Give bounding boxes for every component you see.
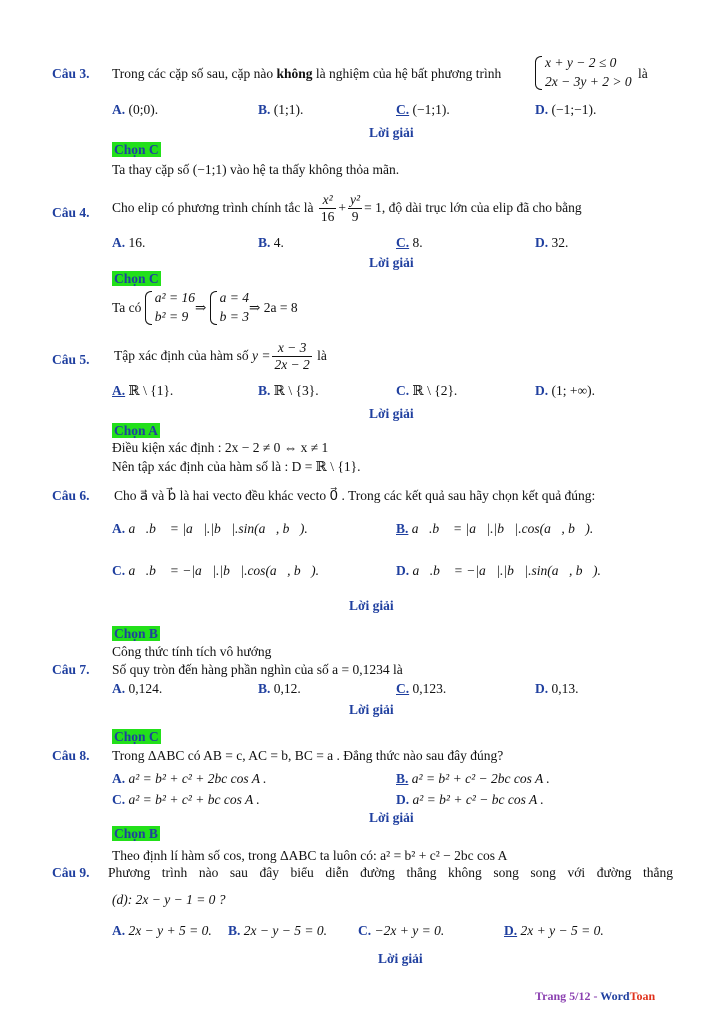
option-letter: C. (396, 102, 410, 117)
option-letter: C. (396, 681, 410, 696)
option-letter: A. (112, 102, 126, 117)
option-letter: D. (504, 923, 518, 938)
q6-option-a[interactable] (112, 521, 308, 537)
q6-solution-label: Lời giải (349, 598, 394, 613)
q8-option-a[interactable] (112, 771, 266, 787)
option-letter: A. (112, 771, 126, 786)
q7-text: Số quy tròn đến hàng phần nghìn của số a = 0,1234 là (112, 662, 403, 677)
option-letter: A. (112, 235, 126, 250)
q7-option-a[interactable] (112, 681, 162, 697)
q7-option-c[interactable] (396, 681, 446, 697)
q8-label: Câu 8. (52, 748, 90, 763)
q3-explain: Ta thay cặp số (−1;1) vào hệ ta thấy không thỏa mãn. (112, 162, 400, 177)
q5-option-d[interactable] (535, 383, 595, 399)
footer-page-number: Trang 5/12 - (535, 989, 601, 1003)
option-text: 2x − y − 5 = 0. (243, 923, 327, 938)
option-text: 0,123. (412, 681, 447, 696)
q3-option-c[interactable] (396, 102, 450, 118)
option-letter: D. (535, 681, 549, 696)
q3-chon-text: Chọn C (114, 142, 159, 157)
q3-text-before: Trong các cặp số sau, cặp nào (112, 66, 277, 81)
q3-option-b[interactable] (258, 102, 303, 118)
q6-chon (112, 626, 160, 642)
q4-taco: Ta có (112, 299, 142, 315)
q8-option-d[interactable] (396, 792, 544, 808)
q5-option-b[interactable] (258, 383, 319, 399)
option-text: ℝ \ {3}. (273, 383, 319, 398)
option-letter: A. (112, 681, 126, 696)
q4-chon (112, 271, 161, 287)
q9-option-b[interactable] (228, 923, 327, 939)
footer-brand-word: Word (600, 989, 630, 1003)
footer-brand-toan: Toan (629, 989, 656, 1003)
q5-y: y = (251, 348, 271, 364)
q3-chon (112, 142, 161, 158)
q4-option-a[interactable] (112, 235, 145, 251)
q8-text: Trong ΔABC có AB = c, AC = b, BC = a . Đẳng thức nào sau đây đúng? (112, 748, 504, 763)
q8-option-b[interactable] (396, 771, 550, 787)
q4-sys2-b: b = 3 (219, 308, 250, 324)
option-text: ℝ \ {1}. (128, 383, 174, 398)
q5-option-a[interactable] (112, 383, 173, 399)
q3-text (112, 66, 501, 82)
q4-label: Câu 4. (52, 205, 90, 220)
option-letter: D. (396, 563, 410, 578)
option-letter: C. (112, 563, 126, 578)
q4-result: ⇒ 2a = 8 (249, 299, 298, 315)
q5-chon (112, 423, 160, 439)
q5-text (114, 340, 327, 372)
q5-chon-text: Chọn A (114, 423, 158, 438)
option-letter: C. (358, 923, 372, 938)
q7-label: Câu 7. (52, 662, 90, 677)
q3-tail: là (638, 66, 648, 81)
option-text: 2x − y + 5 = 0. (128, 923, 212, 938)
option-letter: B. (258, 383, 271, 398)
option-text: 16. (128, 235, 146, 250)
option-letter: D. (396, 792, 410, 807)
option-letter: A. (112, 923, 126, 938)
q5-option-c[interactable] (396, 383, 457, 399)
option-letter: D. (535, 383, 549, 398)
q4-text: Cho elip có phương trình chính tắc là $\frac{\text{x²}}{16}$ + $\frac{\text{y²}}{9}$ = 1, độ dài trục lớn của elip đã cho bằng (112, 192, 582, 224)
option-text: 2x + y − 5 = 0. (520, 923, 604, 938)
option-text: (0;0). (128, 102, 159, 117)
q4-derivation: Ta có a² = 16 b² = 9⇒ a = 4 b = 3⇒ 2a = 8 (112, 289, 298, 327)
q7-chon (112, 729, 161, 745)
q3-label: Câu 3. (52, 66, 90, 81)
q4-sys1-a: a² = 16 (154, 290, 195, 305)
option-letter: B. (258, 681, 271, 696)
q4-text-after: , độ dài trục lớn của elip đã cho bằng (381, 200, 582, 216)
option-letter: A. (112, 383, 126, 398)
q8-solution-label: Lời giải (369, 810, 414, 825)
option-text: 0,12. (273, 681, 301, 696)
q3-bold: không (276, 66, 313, 81)
q4-sys1-b: b² = 9 (154, 308, 189, 324)
option-letter: C. (396, 383, 410, 398)
q7-solution-label: Lời giải (349, 702, 394, 717)
q7-chon-text: Chọn C (114, 729, 159, 744)
option-text: 0,13. (551, 681, 579, 696)
q5-line2: Nên tập xác định của hàm số là : D = ℝ \ {1}. (112, 459, 361, 474)
option-letter: B. (258, 235, 271, 250)
option-text: a⃗.b⃗ = |a⃗|.|b⃗|.cos(a⃗, b⃗). (411, 521, 594, 536)
option-text: (1; +∞). (551, 383, 595, 398)
q5-line1: Điều kiện xác định : 2x − 2 ≠ 0 ⇔ x ≠ 1 (112, 440, 329, 455)
q4-sys2-a: a = 4 (219, 290, 250, 305)
option-text: ℝ \ {2}. (412, 383, 458, 398)
q8-explain: Theo định lí hàm số cos, trong ΔABC ta luôn có: a² = b² + c² − 2bc cos A (112, 848, 508, 863)
q3-solution-label: Lời giải (369, 125, 414, 140)
q5-label: Câu 5. (52, 352, 90, 367)
q4-frac2-den: 9 (351, 208, 359, 224)
q9-option-d[interactable] (504, 923, 604, 939)
q3-text-after: là nghiệm của hệ bất phương trình (312, 66, 502, 81)
q9-option-a[interactable] (112, 923, 212, 939)
q9-solution-label: Lời giải (378, 951, 423, 966)
page-footer (535, 988, 655, 1004)
q6-option-d[interactable] (396, 563, 601, 579)
option-letter: A. (112, 521, 126, 536)
option-text: (1;1). (273, 102, 304, 117)
option-text: a⃗.b⃗ = −|a⃗|.|b⃗|.sin(a⃗, b⃗). (412, 563, 601, 578)
option-text: a² = b² + c² + 2bc cos A . (128, 771, 267, 786)
q8-chon-text: Chọn B (114, 826, 158, 841)
q8-option-c[interactable] (112, 792, 260, 808)
q5-frac-den: 2x − 2 (274, 356, 310, 372)
q6-option-c[interactable] (112, 563, 319, 579)
q4-option-b[interactable] (258, 235, 284, 251)
option-text: a⃗.b⃗ = −|a⃗|.|b⃗|.cos(a⃗, b⃗). (128, 563, 320, 578)
option-text: 4. (273, 235, 284, 250)
option-text: a² = b² + c² − 2bc cos A . (411, 771, 550, 786)
option-text: 32. (551, 235, 569, 250)
q4-frac2-num: y² (350, 192, 361, 207)
option-letter: D. (535, 102, 549, 117)
q3-sys-line2: 2x − 3y + 2 > 0 (545, 73, 632, 89)
q6-option-b[interactable] (396, 521, 593, 537)
option-letter: C. (112, 792, 126, 807)
q9-label: Câu 9. (52, 865, 90, 880)
q7-option-d[interactable] (535, 681, 579, 697)
q9-line2 (112, 892, 226, 908)
option-letter: D. (535, 235, 549, 250)
option-text: a² = b² + c² − bc cos A . (412, 792, 544, 807)
option-letter: B. (258, 102, 271, 117)
q6-explain: Công thức tính tích vô hướng (112, 644, 272, 659)
option-text: 0,124. (128, 681, 163, 696)
q3-option-a[interactable] (112, 102, 158, 118)
option-text: (−1;−1). (551, 102, 597, 117)
option-letter: B. (396, 771, 409, 786)
q4-text-before: Cho elip có phương trình chính tắc là (112, 200, 314, 216)
q5-solution-label: Lời giải (369, 406, 414, 421)
q5-text-before: Tập xác định của hàm số (114, 348, 249, 364)
q3-sys-line1: x + y − 2 ≤ 0 (545, 55, 617, 70)
option-text: −2x + y = 0. (374, 923, 445, 938)
q4-option-d[interactable] (535, 235, 568, 251)
q3-system (535, 54, 632, 92)
q9-text: Phương trình nào sau đây biểu diễn đường thẳng không song song với đường thẳng (108, 865, 673, 880)
option-text: a⃗.b⃗ = |a⃗|.|b⃗|.sin(a⃗, b⃗). (128, 521, 308, 536)
option-text: 8. (412, 235, 423, 250)
option-letter: B. (396, 521, 409, 536)
q9-line2-text: (d): 2x − y − 1 = 0 ? (112, 892, 226, 907)
option-text: a² = b² + c² + bc cos A . (128, 792, 260, 807)
q4-frac1-num: x² (319, 192, 337, 209)
q6-label: Câu 6. (52, 488, 90, 503)
q6-chon-text: Chọn B (114, 626, 158, 641)
q4-solution-label: Lời giải (369, 255, 414, 270)
q9-option-c[interactable] (358, 923, 444, 939)
q8-chon (112, 826, 160, 842)
q4-option-c[interactable] (396, 235, 423, 251)
option-text: (−1;1). (412, 102, 450, 117)
q5-tail: là (317, 348, 327, 364)
option-letter: C. (396, 235, 410, 250)
q5-frac-num: x − 3 (272, 340, 311, 357)
q7-option-b[interactable] (258, 681, 301, 697)
q6-text: Cho a⃗ và b⃗ là hai vecto đều khác vecto 0⃗ . Trong các kết quả sau hãy chọn kết quả đúng: (114, 488, 596, 503)
q4-frac1-den: 16 (320, 208, 335, 224)
option-letter: B. (228, 923, 241, 938)
q4-chon-text: Chọn C (114, 271, 159, 286)
q3-option-d[interactable] (535, 102, 596, 118)
q4-eq-tail: = 1 (364, 200, 382, 216)
